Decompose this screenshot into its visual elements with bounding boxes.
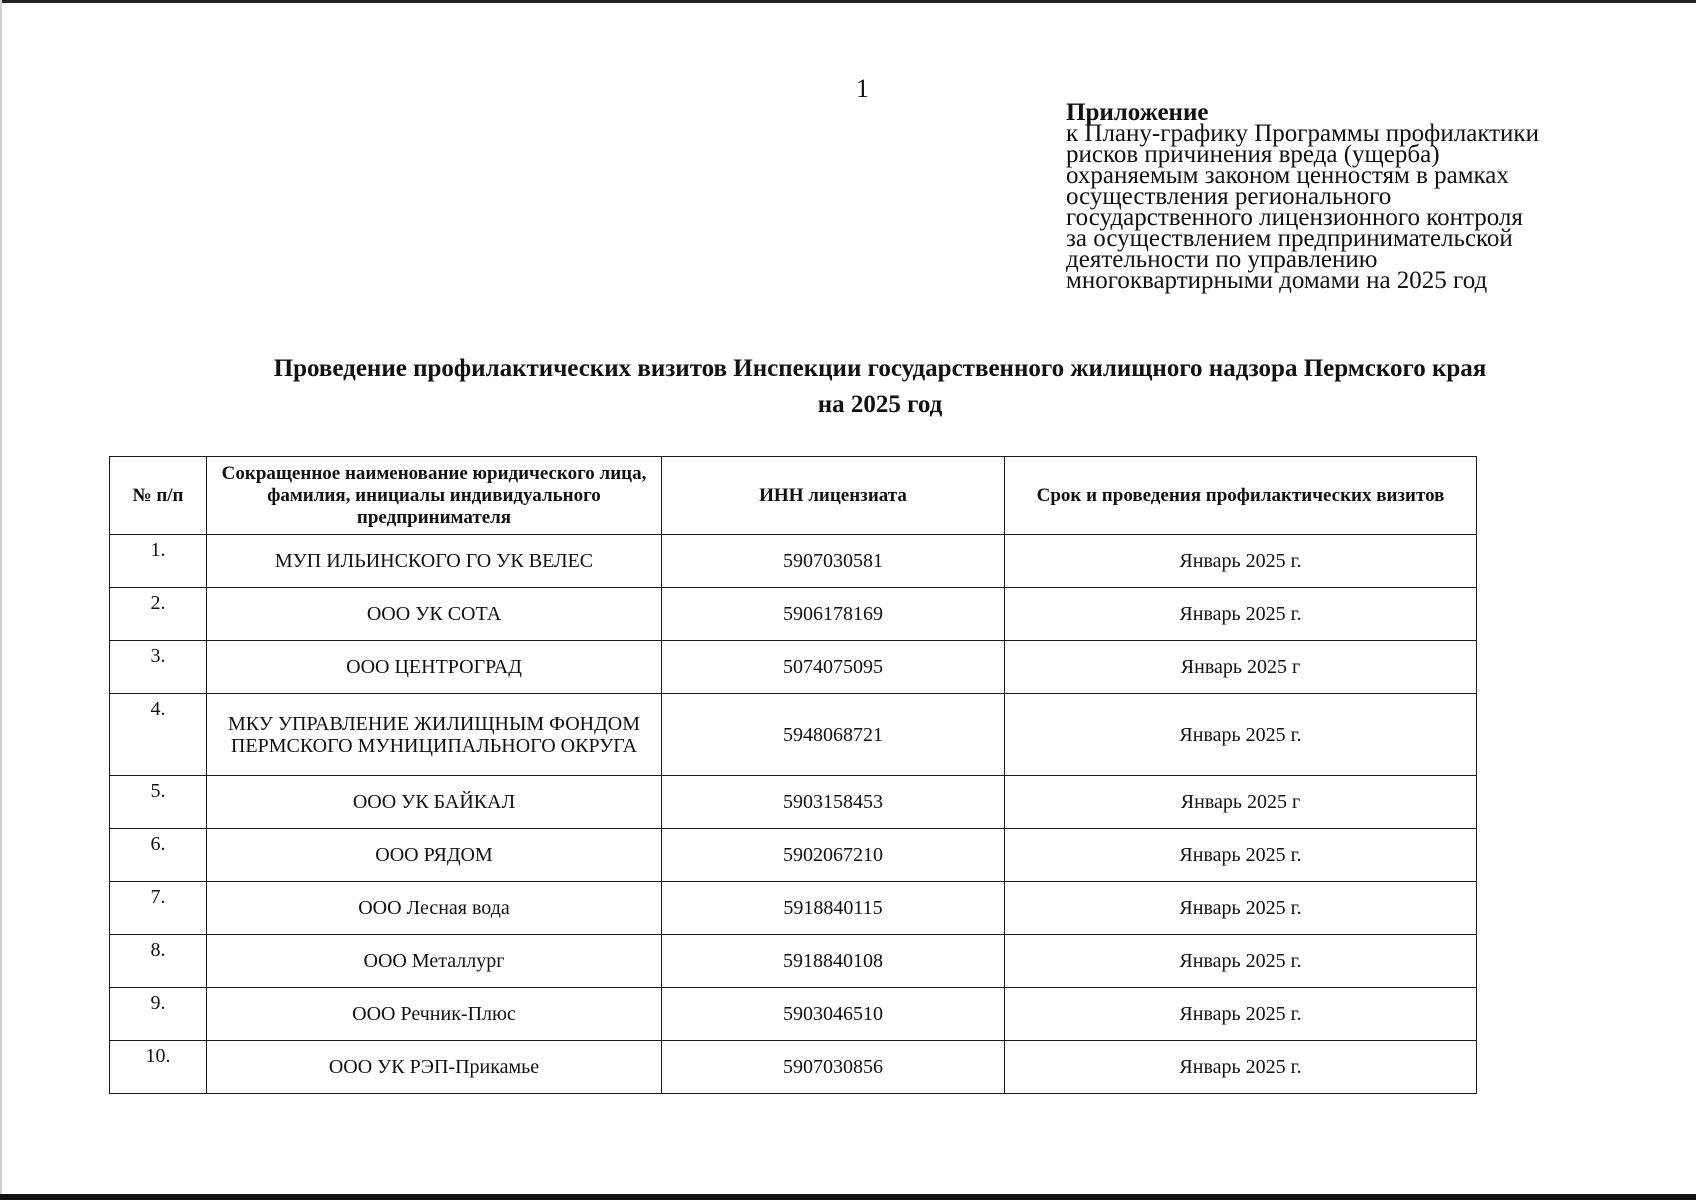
row-name: МКУ УПРАВЛЕНИЕ ЖИЛИЩНЫМ ФОНДОМ ПЕРМСКОГО МУНИЦИПАЛЬНОГО ОКРУГА <box>207 694 662 776</box>
appendix-line: рисков причинения вреда (ущерба) <box>1066 141 1440 168</box>
table-row <box>110 1041 1477 1094</box>
document-title <box>170 351 1590 423</box>
row-term: Январь 2025 г. <box>1005 935 1477 988</box>
table-row <box>110 988 1477 1041</box>
row-inn: 5907030581 <box>662 535 1005 588</box>
header-term: Срок и проведения профилактических визитов <box>1005 457 1477 535</box>
header-name: Сокращенное наименование юридического лица, фамилия, инициалы индивидуального предпринимателя <box>207 457 662 535</box>
table-row <box>110 641 1477 694</box>
appendix-line: охраняемым законом ценностям в рамках <box>1066 162 1509 189</box>
row-term: Январь 2025 г. <box>1005 535 1477 588</box>
appendix-line: за осуществлением предпринимательской <box>1066 225 1513 252</box>
visits-table <box>109 456 1477 1094</box>
row-inn: 5074075095 <box>662 641 1005 694</box>
document-title-line-1: Проведение профилактических визитов Инспекции государственного жилищного надзора Пермского края <box>273 355 1487 382</box>
row-term: Январь 2025 г. <box>1005 588 1477 641</box>
row-inn: 5918840115 <box>662 882 1005 935</box>
row-inn: 5903158453 <box>662 776 1005 829</box>
row-number: 2. <box>110 588 207 641</box>
row-term: Январь 2025 г. <box>1005 829 1477 882</box>
appendix-title: Приложение <box>1066 99 1209 126</box>
row-term: Январь 2025 г <box>1005 776 1477 829</box>
row-number: 3. <box>110 641 207 694</box>
row-term: Январь 2025 г <box>1005 641 1477 694</box>
row-number: 8. <box>110 935 207 988</box>
row-name: ООО Речник-Плюс <box>207 988 662 1041</box>
appendix-line: государственного лицензионного контроля <box>1066 204 1523 231</box>
row-name: ООО Лесная вода <box>207 882 662 935</box>
row-inn: 5902067210 <box>662 829 1005 882</box>
row-term: Январь 2025 г. <box>1005 988 1477 1041</box>
row-inn: 5906178169 <box>662 588 1005 641</box>
document-title-line-2: на 2025 год <box>817 391 943 418</box>
page-top-edge <box>0 0 1696 3</box>
row-number: 9. <box>110 988 207 1041</box>
table-row <box>110 588 1477 641</box>
table-row <box>110 935 1477 988</box>
row-inn: 5907030856 <box>662 1041 1005 1094</box>
row-inn: 5948068721 <box>662 694 1005 776</box>
row-name: ООО Металлург <box>207 935 662 988</box>
row-number: 6. <box>110 829 207 882</box>
row-number: 5. <box>110 776 207 829</box>
appendix-line: к Плану-графику Программы профилактики <box>1066 120 1539 147</box>
table-row <box>110 776 1477 829</box>
table-row <box>110 535 1477 588</box>
row-number: 4. <box>110 694 207 776</box>
table-row <box>110 694 1477 776</box>
row-number: 7. <box>110 882 207 935</box>
row-inn: 5903046510 <box>662 988 1005 1041</box>
appendix-block <box>1066 99 1626 294</box>
header-inn: ИНН лицензиата <box>662 457 1005 535</box>
row-name: ООО ЦЕНТРОГРАД <box>207 641 662 694</box>
row-term: Январь 2025 г. <box>1005 1041 1477 1094</box>
header-number: № п/п <box>110 457 207 535</box>
page-left-edge <box>0 0 2 1200</box>
row-inn: 5918840108 <box>662 935 1005 988</box>
appendix-line: многоквартирными домами на 2025 год <box>1066 267 1488 294</box>
page-number: 1 <box>856 74 869 103</box>
row-term: Январь 2025 г. <box>1005 882 1477 935</box>
table-header-row <box>110 457 1477 535</box>
row-term: Январь 2025 г. <box>1005 694 1477 776</box>
row-name: ООО РЯДОМ <box>207 829 662 882</box>
appendix-line: осуществления регионального <box>1066 183 1392 210</box>
row-name: ООО УК СОТА <box>207 588 662 641</box>
table-row <box>110 882 1477 935</box>
row-number: 1. <box>110 535 207 588</box>
table-row <box>110 829 1477 882</box>
row-number: 10. <box>110 1041 207 1094</box>
appendix-line: деятельности по управлению <box>1066 246 1378 273</box>
row-name: ООО УК РЭП-Прикамье <box>207 1041 662 1094</box>
row-name: МУП ИЛЬИНСКОГО ГО УК ВЕЛЕС <box>207 535 662 588</box>
page-bottom-edge <box>0 1194 1696 1200</box>
row-name: ООО УК БАЙКАЛ <box>207 776 662 829</box>
